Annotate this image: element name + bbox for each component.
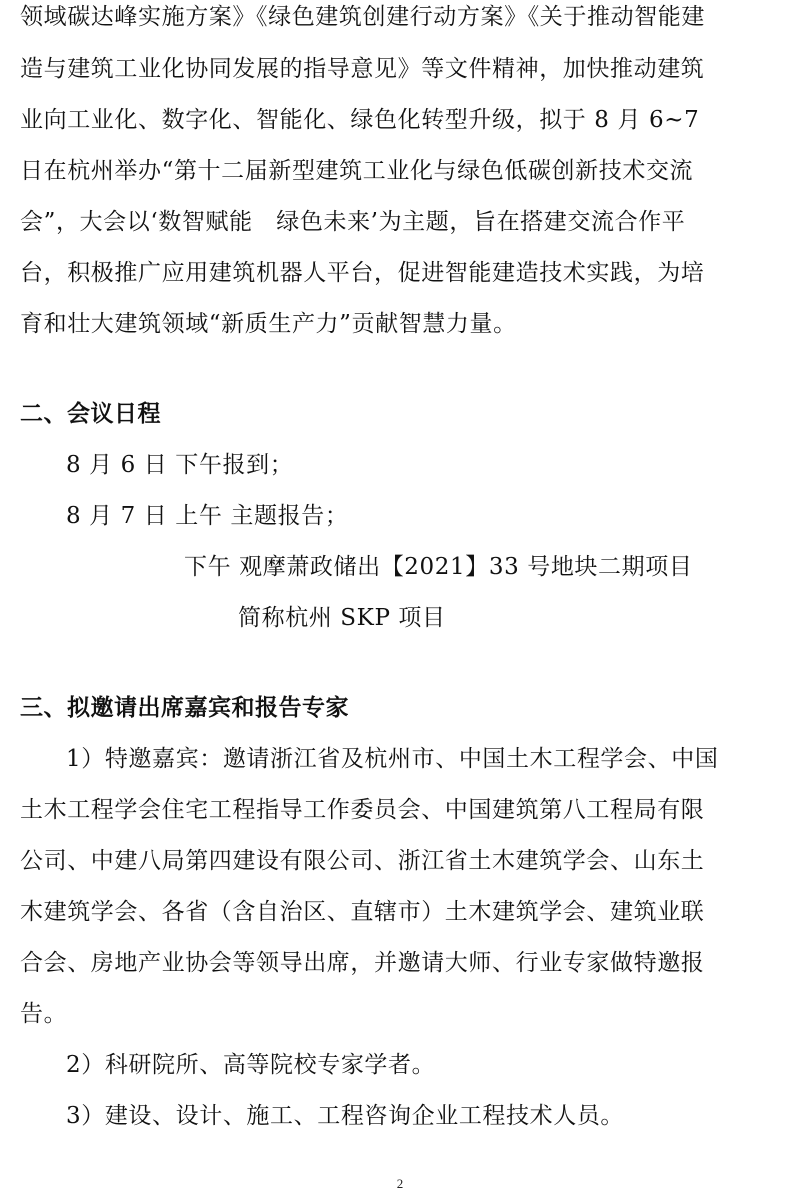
guests-line-5: 合会、房地产业协会等领导出席，并邀请大师、行业专家做特邀报 <box>20 950 705 976</box>
guests-line-3: 公司、中建八局第四建设有限公司、浙江省土木建筑学会、山东土 <box>20 848 705 874</box>
guests-line-2: 土木工程学会住宅工程指导工作委员会、中国建筑第八工程局有限 <box>20 797 705 823</box>
intro-line-1: 领域碳达峰实施方案》《绿色建筑创建行动方案》《关于推动智能建 <box>20 4 705 30</box>
guests-line-7: 2）科研院所、高等院校专家学者。 <box>66 1052 436 1078</box>
schedule-line-aug7-afternoon: 下午 观摩萧政储出【2021】33 号地块二期项目 <box>184 554 693 580</box>
schedule-line-aug7-morning: 8 月 7 日 上午 主题报告； <box>66 503 349 529</box>
intro-line-5: 会”，大会以‘数智赋能 绿色未来’为主题，旨在搭建交流合作平 <box>20 209 686 235</box>
guests-heading: 三、拟邀请出席嘉宾和报告专家 <box>20 694 349 721</box>
intro-line-3: 业向工业化、数字化、智能化、绿色化转型升级，拟于 8 月 6~7 <box>20 107 700 133</box>
guests-line-6: 告。 <box>20 1001 68 1027</box>
page-number: 2 <box>396 1176 404 1191</box>
intro-line-7: 育和壮大建筑领域“新质生产力”贡献智慧力量。 <box>20 311 517 337</box>
intro-line-6: 台，积极推广应用建筑机器人平台，促进智能建造技术实践，为培 <box>20 260 705 286</box>
intro-line-4: 日在杭州举办“第十二届新型建筑工业化与绿色低碳创新技术交流 <box>20 158 694 184</box>
guests-line-4: 木建筑学会、各省（含自治区、直辖市）土木建筑学会、建筑业联 <box>20 899 705 925</box>
schedule-line-project-short-name: 简称杭州 SKP 项目 <box>238 605 446 631</box>
schedule-heading: 二、会议日程 <box>20 400 161 427</box>
schedule-line-aug6: 8 月 6 日 下午报到； <box>66 452 294 478</box>
guests-line-8: 3）建设、设计、施工、工程咨询企业工程技术人员。 <box>66 1103 625 1129</box>
intro-line-2: 造与建筑工业化协同发展的指导意见》等文件精神，加快推动建筑 <box>20 56 705 82</box>
guests-line-1: 1）特邀嘉宾：邀请浙江省及杭州市、中国土木工程学会、中国 <box>66 746 719 772</box>
